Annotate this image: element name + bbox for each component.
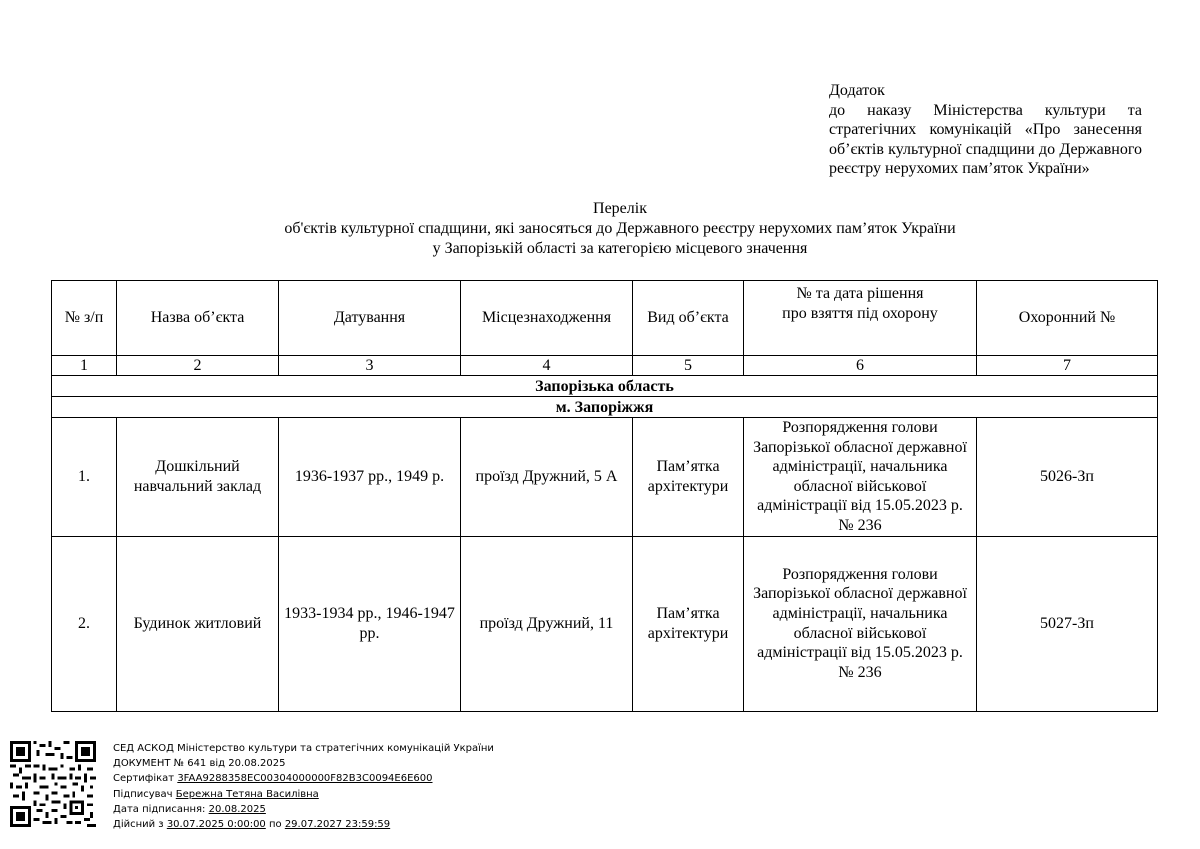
header-cell — [744, 281, 977, 356]
city-label: м. Запоріжжя — [52, 397, 1158, 418]
row-number: 2. — [52, 536, 117, 711]
valid-from: 30.07.2025 0:00:00 — [166, 819, 266, 831]
region-row — [52, 376, 1158, 397]
protection-decision: Розпорядження голови Запорізької обласної державної адміністрації, начальника обласної військової адміністрації від 15.05.2023 р. № 236 — [744, 418, 977, 537]
table-row — [52, 536, 1158, 711]
valid-to: 29.07.2027 23:59:59 — [284, 819, 391, 831]
header-cell: Охоронний № — [977, 281, 1158, 356]
sign-date-value: 20.08.2025 — [208, 803, 266, 815]
header-decision-line: про взяття під охорону — [782, 304, 938, 322]
column-number: 3 — [279, 356, 461, 376]
signature-system: СЕД АСКОД Міністерство культури та стратегічних комунікацій України — [113, 743, 494, 754]
document-heading — [0, 199, 1200, 258]
certificate-value: 3FAA9288358EC00304000000F82B3C0094E6E600 — [177, 773, 433, 785]
valid-mid: по — [265, 819, 285, 831]
valid-label: Дійсний з — [113, 819, 167, 831]
table-row — [52, 418, 1158, 537]
object-location: проїзд Дружний, 5 А — [461, 418, 633, 537]
header-cell: Датування — [279, 281, 461, 356]
heading-subtitle: об'єктів культурної спадщини, які заносяться до Державного реєстру нерухомих пам’яток України — [284, 219, 956, 237]
object-name: Будинок житловий — [117, 536, 279, 711]
signer-label: Підписувач — [113, 788, 176, 800]
column-number: 5 — [633, 356, 744, 376]
qr-code-icon — [10, 741, 96, 827]
object-location: проїзд Дружний, 11 — [461, 536, 633, 711]
column-number: 2 — [117, 356, 279, 376]
column-number-row — [52, 356, 1158, 376]
addendum-title: Додаток — [829, 82, 885, 99]
heading-title: Перелік — [593, 200, 647, 217]
row-number: 1. — [52, 418, 117, 537]
object-date: 1933-1934 рр., 1946-1947 рр. — [279, 536, 461, 711]
object-name: Дошкільний навчальний заклад — [117, 418, 279, 537]
object-type: Пам’ятка архітектури — [633, 536, 744, 711]
object-date: 1936-1937 рр., 1949 р. — [279, 418, 461, 537]
column-number: 7 — [977, 356, 1158, 376]
protection-decision: Розпорядження голови Запорізької обласної державної адміністрації, начальника обласної військової адміністрації від 15.05.2023 р. № 236 — [744, 536, 977, 711]
signature-validity-line — [113, 817, 494, 832]
signature-date-line — [113, 802, 494, 817]
object-type: Пам’ятка архітектури — [633, 418, 744, 537]
digital-signature-footer — [10, 741, 710, 841]
signature-certificate-line — [113, 771, 494, 786]
addendum-text: до наказу Міністерства культури та стратегічних комунікацій «Про занесення об’єктів культурної спадщини до Державного реєстру нерухомих пам’яток України» — [829, 101, 1142, 178]
signer-value: Бережна Тетяна Василівна — [175, 788, 319, 800]
signature-details — [113, 741, 494, 832]
certificate-label: Сертифікат — [113, 773, 178, 785]
heading-category: у Запорізькій області за категорією місцевого значення — [432, 239, 808, 257]
header-decision-line: № та дата рішення — [796, 285, 924, 302]
header-cell: Вид об’єкта — [633, 281, 744, 356]
city-row — [52, 397, 1158, 418]
sign-date-label: Дата підписання: — [113, 803, 209, 815]
column-number: 6 — [744, 356, 977, 376]
header-cell: Назва об’єкта — [117, 281, 279, 356]
signature-document: ДОКУМЕНТ № 641 від 20.08.2025 — [113, 758, 286, 770]
table-header-row — [52, 281, 1158, 356]
column-number: 1 — [52, 356, 117, 376]
protection-number: 5027-Зп — [977, 536, 1158, 711]
header-cell: № з/п — [52, 281, 117, 356]
signature-signer-line — [113, 787, 494, 802]
addendum-block — [829, 81, 1142, 179]
column-number: 4 — [461, 356, 633, 376]
header-cell: Місцезнаходження — [461, 281, 633, 356]
heritage-register-table — [51, 280, 1158, 712]
region-label: Запорізька область — [52, 376, 1158, 397]
protection-number: 5026-Зп — [977, 418, 1158, 537]
